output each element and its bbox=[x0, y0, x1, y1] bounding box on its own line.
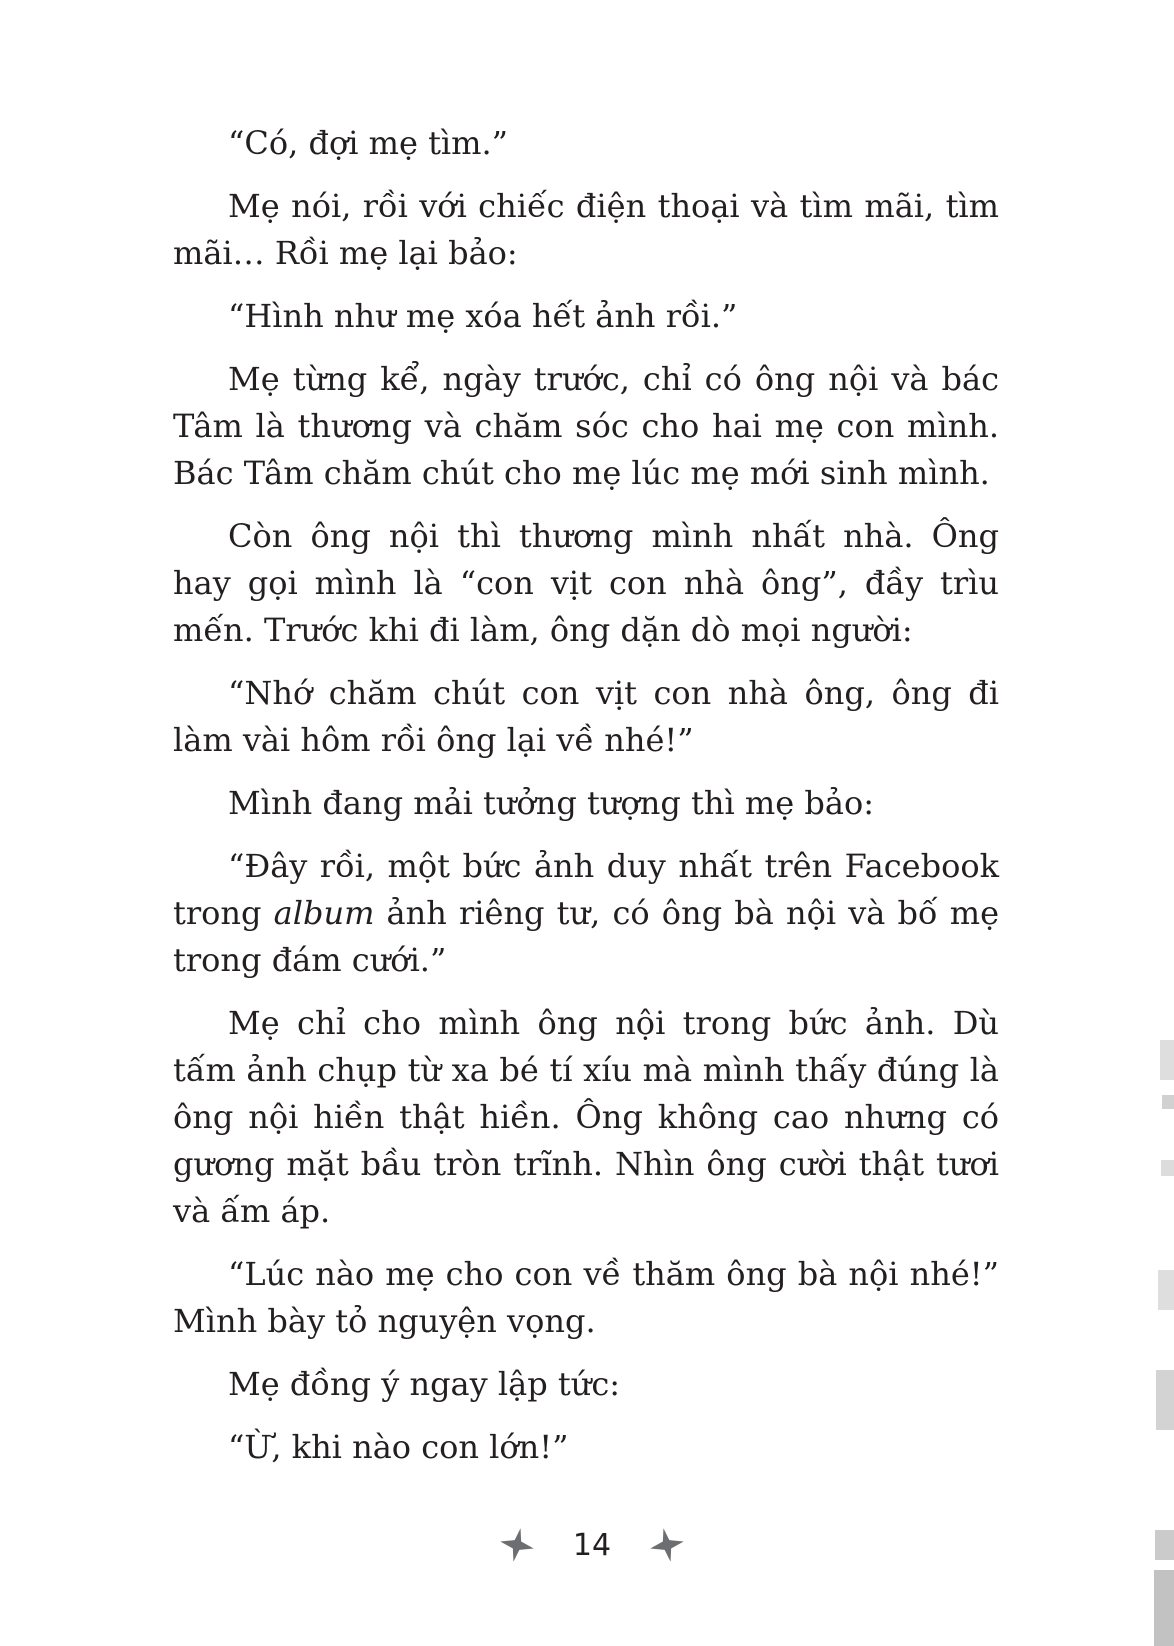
italic-word: album bbox=[273, 894, 375, 932]
paragraph-text-end: ảnh riêng tư, có ông bà nội và bố mẹ trong đám cưới.” bbox=[173, 894, 1000, 979]
paragraph: “Hình như mẹ xóa hết ảnh rồi.” bbox=[228, 297, 738, 335]
paragraph: “Ừ, khi nào con lớn!” bbox=[228, 1428, 569, 1466]
paragraph: Mẹ chỉ cho mình ông nội trong bức ảnh. Dù tấm ảnh chụp từ xa bé tí xíu mà mình thấy đúng là ông nội hiền thật hiền. Ông không cao nhưng có gương mặt bầu tròn trĩnh. Nhìn ông cười thật tươi và ấm áp. bbox=[173, 1004, 999, 1230]
star-icon bbox=[648, 1526, 686, 1564]
page-footer bbox=[0, 1520, 1174, 1570]
paragraph: “Có, đợi mẹ tìm.” bbox=[228, 124, 509, 162]
paragraph: Mẹ nói, rồi với chiếc điện thoại và tìm mãi, tìm mãi… Rồi mẹ lại bảo: bbox=[173, 187, 999, 272]
paragraph: Mẹ đồng ý ngay lập tức: bbox=[228, 1365, 621, 1403]
paragraph: “Lúc nào mẹ cho con về thăm ông bà nội nhé!” Mình bày tỏ nguyện vọng. bbox=[173, 1255, 999, 1340]
paragraph-text-start: “Đây rồi, một bức ảnh duy nhất trên Facebook trong bbox=[173, 847, 999, 932]
paragraph: “Nhớ chăm chút con vịt con nhà ông, ông đi làm vài hôm rồi ông lại về nhé!” bbox=[173, 674, 999, 759]
paragraph-with-italic bbox=[173, 843, 999, 984]
paragraph: Mình đang mải tưởng tượng thì mẹ bảo: bbox=[228, 784, 874, 822]
body-text bbox=[173, 120, 999, 1487]
star-icon bbox=[498, 1526, 536, 1564]
paragraph: Mẹ từng kể, ngày trước, chỉ có ông nội và bác Tâm là thương và chăm sóc cho hai mẹ con mình. Bác Tâm chăm chút cho mẹ lúc mẹ mới sinh mình. bbox=[173, 360, 999, 492]
page-number: 14 bbox=[572, 1527, 612, 1563]
page-edge-texture bbox=[1152, 1040, 1174, 1646]
paragraph: Còn ông nội thì thương mình nhất nhà. Ông hay gọi mình là “con vịt con nhà ông”, đầy trìu mến. Trước khi đi làm, ông dặn dò mọi người: bbox=[173, 517, 999, 649]
